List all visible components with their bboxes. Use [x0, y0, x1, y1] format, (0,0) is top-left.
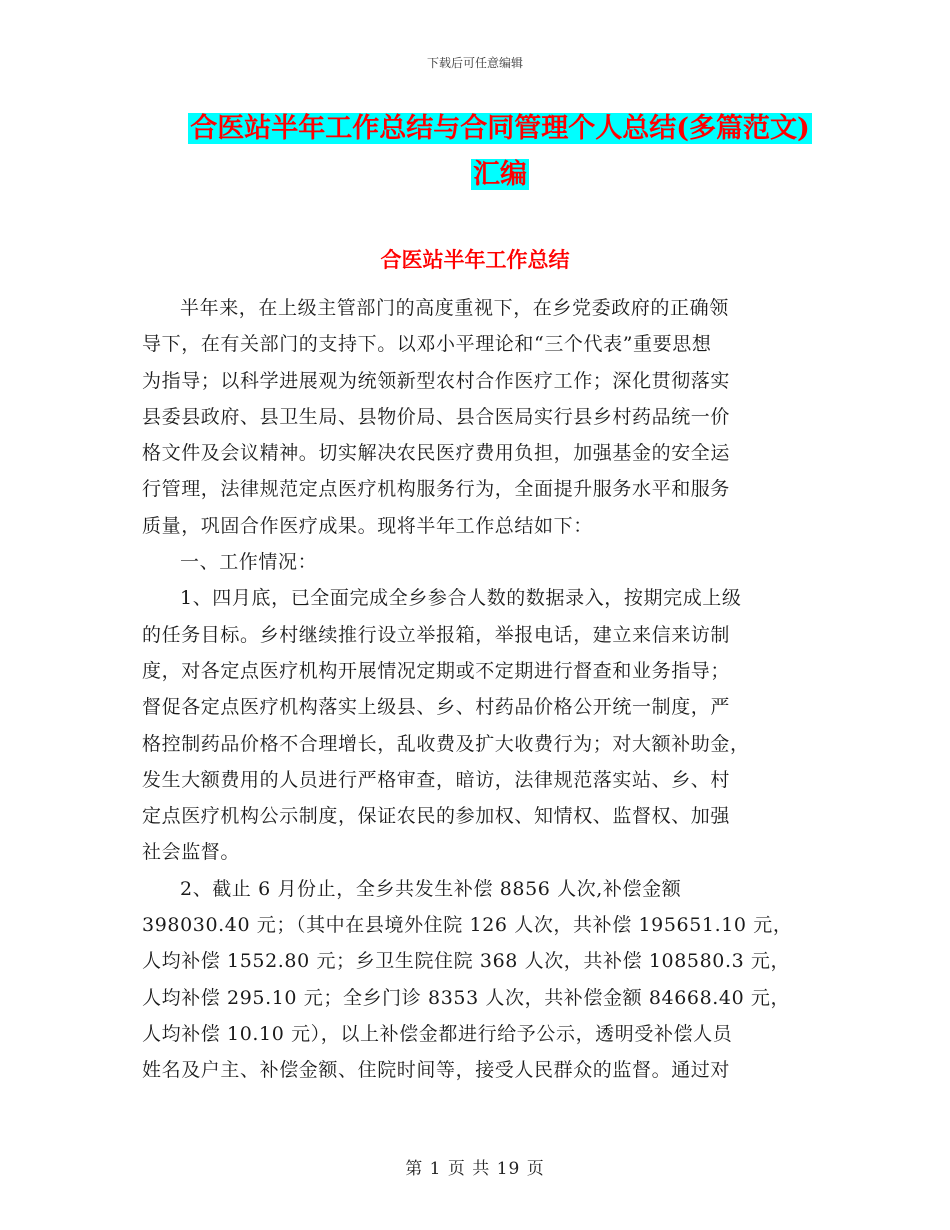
- text-line: 县委县政府、县卫生局、县物价局、县合医局实行县乡村药品统一价: [142, 405, 731, 428]
- text-line: 为指导；以科学进展观为统领新型农村合作医疗工作；深化贯彻落实: [142, 369, 731, 392]
- paragraph-item-1: [142, 580, 802, 870]
- text-line: 格控制药品价格不合理增长，乱收费及扩大收费行为；对大额补助金，: [142, 732, 750, 755]
- text-line: 398030.40 元；（其中在县境外住院 126 人次，共补偿 195651.10 元，: [142, 914, 793, 937]
- text-line: 发生大额费用的人员进行严格审查，暗访，法律规范落实站、乡、村: [142, 768, 731, 791]
- text-line: 质量，巩固合作医疗成果。现将半年工作总结如下：: [142, 514, 593, 537]
- text-line: 行管理，法律规范定点医疗机构服务行为，全面提升服务水平和服务: [142, 478, 731, 501]
- document-title-line-1: 合医站半年工作总结与合同管理个人总结(多篇范文): [190, 113, 810, 144]
- text-line: 社会监督。: [142, 841, 241, 864]
- text-line: 1、四月底，已全面完成全乡参合人数的数据录入，按期完成上级: [180, 587, 742, 610]
- text-line: 格文件及会议精神。切实解决农民医疗费用负担，加强基金的安全运: [142, 442, 731, 465]
- text-line: 人均补偿 10.10 元），以上补偿金都进行给予公示，透明受补偿人员: [142, 1022, 733, 1045]
- page-number: 第 1 页 共 19 页: [405, 1159, 545, 1179]
- paragraph-heading-work: [142, 544, 802, 580]
- document-title: [140, 106, 860, 198]
- text-line: 2、截止 6 月份止，全乡共发生补偿 8856 人次,补偿金额: [180, 877, 682, 900]
- text-line: 度，对各定点医疗机构开展情况定期或不定期进行督查和业务指导；: [142, 659, 731, 682]
- text-line: 定点医疗机构公示制度，保证农民的参加权、知情权、监督权、加强: [142, 805, 731, 828]
- document-title-line-2: 汇编: [473, 159, 527, 190]
- header-note: 下载后可任意编辑: [426, 56, 523, 70]
- text-line: 半年来，在上级主管部门的高度重视下，在乡党委政府的正确领: [180, 297, 729, 319]
- text-line: 导下，在有关部门的支持下。以邓小平理论和“三个代表”重要思想: [142, 333, 712, 356]
- text-line: 一、工作情况：: [180, 551, 318, 574]
- document-body: [142, 290, 802, 1089]
- text-line: 的任务目标。乡村继续推行设立举报箱，举报电话，建立来信来访制: [142, 623, 731, 646]
- section-title: 合医站半年工作总结: [380, 247, 570, 272]
- paragraph-intro: [142, 290, 802, 544]
- text-line: 人均补偿 295.10 元；全乡门诊 8353 人次，共补偿金额 84668.40 元，: [142, 986, 791, 1009]
- paragraph-item-2: [142, 871, 802, 1089]
- text-line: 人均补偿 1552.80 元；乡卫生院住院 368 人次，共补偿 108580.3 元，: [142, 950, 791, 973]
- text-line: 姓名及户主、补偿金额、住院时间等，接受人民群众的监督。通过对: [142, 1059, 731, 1082]
- text-line: 督促各定点医疗机构落实上级县、乡、村药品价格公开统一制度，严: [142, 696, 731, 719]
